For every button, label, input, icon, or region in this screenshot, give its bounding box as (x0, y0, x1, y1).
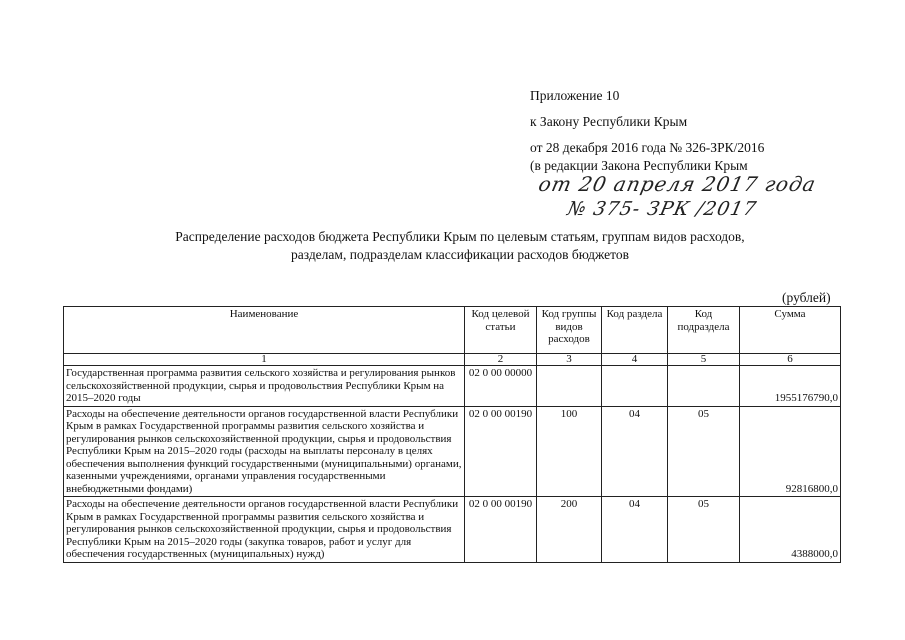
row-group-code (537, 366, 602, 407)
title-line-2: разделам, подразделам классификации расходов бюджетов (290, 247, 629, 262)
header-section-code: Код раздела (602, 307, 668, 354)
row-subsection-code (668, 366, 740, 407)
handwritten-date: от 20 апреля 2017 года (536, 172, 819, 196)
handwritten-number: № 375- ЗРК /2017 (565, 198, 759, 220)
document-title (100, 228, 820, 264)
column-number: 1 (64, 354, 465, 366)
row-group-code: 200 (537, 497, 602, 563)
table-row (64, 497, 841, 563)
handwritten-amendment (524, 168, 857, 228)
table-row (64, 366, 841, 407)
column-number: 3 (537, 354, 602, 366)
row-group-code: 100 (537, 406, 602, 497)
title-line-1: Распределение расходов бюджета Республики Крым по целевым статьям, группам видов расходов, (175, 229, 745, 244)
row-target-code: 02 0 00 00190 (465, 497, 537, 563)
header-subsection-code: Код подраздела (668, 307, 740, 354)
column-number: 4 (602, 354, 668, 366)
row-name: Государственная программа развития сельского хозяйства и регулирования рынков сельскохозяйственной продукции, сырья и продовольствия Республики Крым на 2015–2020 годы (64, 366, 465, 407)
column-number-row (64, 354, 841, 366)
row-section-code: 04 (602, 497, 668, 563)
header-name: Наименование (64, 307, 465, 354)
row-sum: 1955176790,0 (740, 366, 841, 407)
appendix-law: к Закону Республики Крым (530, 114, 688, 129)
row-section-code: 04 (602, 406, 668, 497)
header-group-code: Код группы видов расходов (537, 307, 602, 354)
table-header-row (64, 307, 841, 354)
row-subsection-code: 05 (668, 497, 740, 563)
appendix-date: от 28 декабря 2016 года № 326-ЗРК/2016 (530, 140, 765, 155)
header-target-code: Код целевой статьи (465, 307, 537, 354)
row-section-code (602, 366, 668, 407)
row-target-code: 02 0 00 00000 (465, 366, 537, 407)
header-sum: Сумма (740, 307, 841, 354)
column-number: 2 (465, 354, 537, 366)
appendix-block (530, 87, 764, 175)
row-sum: 4388000,0 (740, 497, 841, 563)
row-subsection-code: 05 (668, 406, 740, 497)
budget-table (63, 306, 841, 563)
column-number: 5 (668, 354, 740, 366)
appendix-edition: (в редакции Закона Республики Крым (530, 158, 748, 173)
column-number: 6 (740, 354, 841, 366)
row-name: Расходы на обеспечение деятельности органов государственной власти Республики Крым в рамках Государственной программы развития сельского хозяйства и регулирования рынков сельскохозяйственной продукции, сырья и продовольствия Республики Крым на 2015–2020 годы (расходы на выплаты персоналу в целях обеспечения выполнения функций государственными (муниципальными) органами, казенными учреждениями, органами управления государственными внебюджетными фондами) (64, 406, 465, 497)
row-name: Расходы на обеспечение деятельности органов государственной власти Республики Крым в рамках Государственной программы развития сельского хозяйства и регулирования рынков сельскохозяйственной продукции, сырья и продовольствия Республики Крым на 2015–2020 годы (закупка товаров, работ и услуг для обеспечения государственных (муниципальных) нужд) (64, 497, 465, 563)
row-sum: 92816800,0 (740, 406, 841, 497)
appendix-number: Приложение 10 (530, 88, 620, 103)
table-row (64, 406, 841, 497)
row-target-code: 02 0 00 00190 (465, 406, 537, 497)
unit-label: (рублей) (782, 290, 831, 305)
